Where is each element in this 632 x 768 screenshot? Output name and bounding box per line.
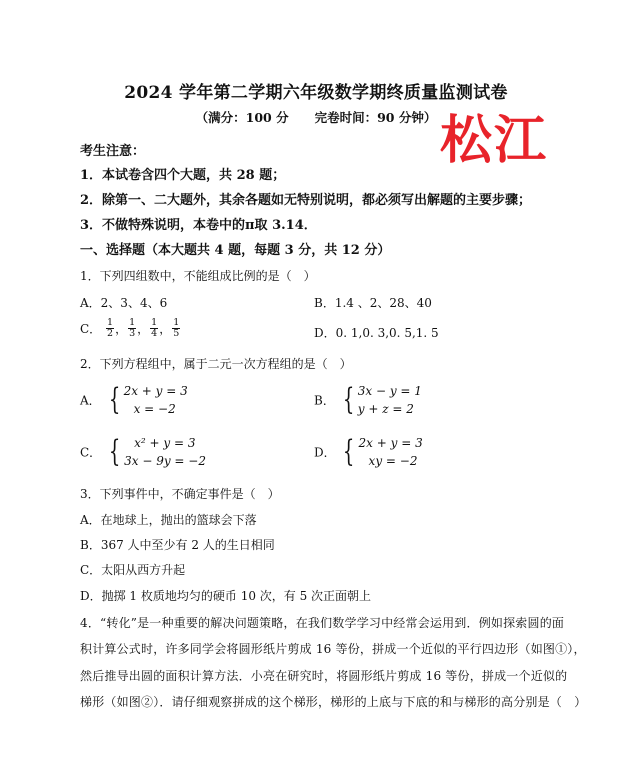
fraction: $\frac{1}{3}$ [129, 317, 136, 339]
question-3-option-c: C．太阳从西方升起 [80, 563, 186, 577]
question-2-option-d [314, 434, 423, 470]
notice-heading: 考生注意： [80, 144, 146, 159]
question-3-option-a: A．在地球上，抛出的篮球会下落 [80, 513, 257, 527]
question-2-option-a [80, 382, 188, 418]
question-3-option-b: B．367 人中至少有 2 人的生日相同 [80, 538, 275, 552]
equation-system [339, 434, 422, 470]
separator: ， [115, 322, 128, 336]
brace: { [343, 434, 355, 469]
question-1-option-c [80, 318, 181, 339]
question-1-option-b [314, 294, 432, 311]
option-label: A． [80, 393, 101, 408]
equation-system [339, 382, 422, 418]
option-label: D． [314, 445, 336, 460]
separator: ， [159, 322, 172, 336]
equation: xy = −2 [368, 454, 418, 468]
question-4-line-4: 梯形（如图②）．请仔细观察拼成的这个梯形，梯形的上底与下底的和与梯形的高分别是（ ） [80, 695, 587, 709]
section-heading: 一、选择题（本大题共 4 题，每题 3 分，共 12 分） [80, 243, 391, 258]
fraction: $\frac{1}{5}$ [173, 317, 180, 339]
question-2-stem: 2．下列方程组中，属于二元一次方程组的是（ ） [80, 357, 352, 371]
question-1-option-d [314, 324, 439, 341]
question-4-line-2: 积计算公式时，许多同学会将圆形纸片剪成 16 等份，拼成一个近似的平行四边形（如图①）， [80, 642, 586, 656]
equation: x = −2 [133, 402, 176, 416]
question-2-option-b [314, 382, 422, 418]
question-4-line-1: 4．“转化”是一种重要的解决问题策略，在我们数学学习中经常会运用到．例如探索圆的面 [80, 616, 565, 630]
option-label: C． [80, 445, 102, 460]
equation: 3x − y = 1 [357, 384, 422, 398]
question-3-stem: 3．下列事件中，不确定事件是（ ） [80, 487, 280, 501]
equation-system [105, 382, 188, 418]
equation: 3x − 9y = −2 [124, 454, 206, 468]
brace: { [108, 382, 120, 417]
question-2-option-c [80, 434, 206, 470]
score-note: （满分：100 分 [195, 110, 289, 125]
equation: 2x + y = 3 [123, 384, 188, 398]
option-text: 0. 1,0. 3,0. 5,1. 5 [335, 326, 439, 340]
option-text: 2、3、4、6 [100, 296, 168, 310]
option-label: D． [314, 326, 336, 340]
question-1-stem: 1．下列四组数中，不能组成比例的是（ ） [80, 269, 316, 283]
option-label: A． [80, 296, 101, 310]
question-4-line-3: 然后推导出圆的面积计算方法．小亮在研究时，将圆形纸片剪成 16 等份，拼成一个近似的 [80, 669, 568, 683]
option-label: B． [314, 296, 335, 310]
district-stamp: 松江 [440, 111, 549, 171]
separator: ， [137, 322, 150, 336]
question-3-option-d: D．抛掷 1 枚质地均匀的硬币 10 次，有 5 次正面朝上 [80, 589, 372, 603]
option-label: B． [314, 393, 335, 408]
brace: { [342, 382, 354, 417]
equation-system [105, 434, 206, 470]
option-text: 1.4 、2、28、40 [334, 296, 432, 310]
equation: 2x + y = 3 [358, 436, 423, 450]
brace: { [108, 434, 121, 469]
fraction: $\frac{1}{2}$ [107, 317, 114, 339]
notice-item-3: 3．不做特殊说明，本卷中的π取 3.14． [80, 218, 317, 233]
equation: y + z = 2 [357, 402, 414, 416]
time-note: 完卷时间：90 分钟） [314, 110, 437, 125]
notice-item-1: 1．本试卷含四个大题，共 28 题； [80, 168, 286, 183]
option-label: C． [80, 322, 102, 336]
notice-item-2: 2．除第一、二大题外，其余各题如无特别说明，都必须写出解题的主要步骤； [80, 193, 532, 208]
fraction: $\frac{1}{4}$ [151, 317, 158, 339]
equation: x² + y = 3 [134, 436, 196, 450]
paper-title: 2024 学年第二学期六年级数学期终质量监测试卷 [124, 83, 508, 103]
question-1-option-a [80, 294, 167, 311]
